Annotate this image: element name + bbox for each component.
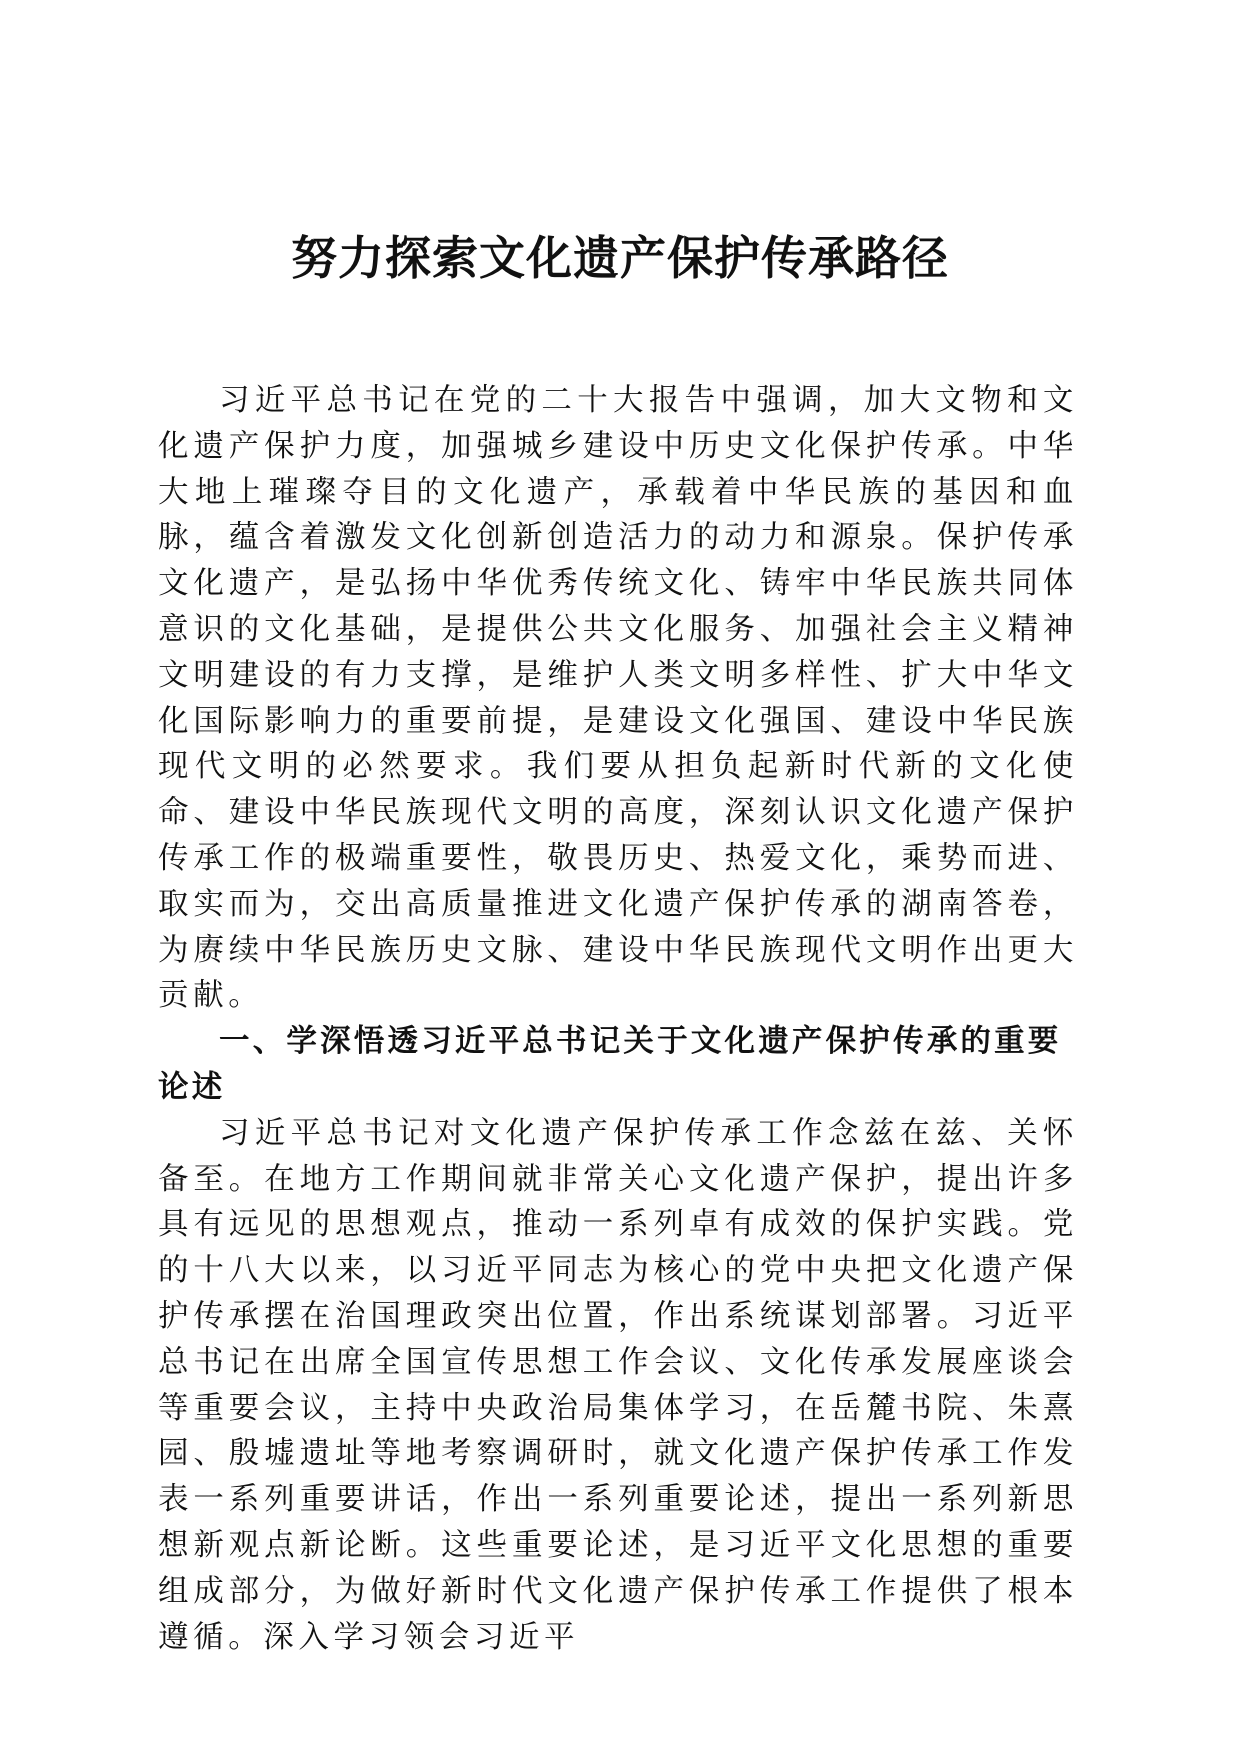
document-body: [158, 378, 1078, 1660]
intro-paragraph: 习近平总书记在党的二十大报告中强调，加大文物和文化遗产保护力度，加强城乡建设中历史文化保护传承。中华大地上璀璨夺目的文化遗产，承载着中华民族的基因和血脉，蕴含着激发文化创新创造活力的动力和源泉。保护传承文化遗产，是弘扬中华优秀传统文化、铸牢中华民族共同体意识的文化基础，是提供公共文化服务、加强社会主义精神文明建设的有力支撑，是维护人类文明多样性、扩大中华文化国际影响力的重要前提，是建设文化强国、建设中华民族现代文明的必然要求。我们要从担负起新时代新的文化使命、建设中华民族现代文明的高度，深刻认识文化遗产保护传承工作的极端重要性，敬畏历史、热爱文化，乘势而进、取实而为，交出高质量推进文化遗产保护传承的湖南答卷，为赓续中华民族历史文脉、建设中华民族现代文明作出更大贡献。: [158, 383, 1078, 1014]
section-heading-1: 一、学深悟透习近平总书记关于文化遗产保护传承的重要论述: [158, 1024, 1062, 1105]
section-1-paragraph: 习近平总书记对文化遗产保护传承工作念兹在兹、关怀备至。在地方工作期间就非常关心文化遗产保护，提出许多具有远见的思想观点，推动一系列卓有成效的保护实践。党的十八大以来，以习近平同志为核心的党中央把文化遗产保护传承摆在治国理政突出位置，作出系统谋划部署。习近平总书记在出席全国宣传思想工作会议、文化传承发展座谈会等重要会议，主持中央政治局集体学习，在岳麓书院、朱熹园、殷墟遗址等地考察调研时，就文化遗产保护传承工作发表一系列重要讲话，作出一系列重要论述，提出一系列新思想新观点新论断。这些重要论述，是习近平文化思想的重要组成部分，为做好新时代文化遗产保护传承工作提供了根本遵循。深入学习领会习近平: [158, 1115, 1078, 1655]
document-title: 努力探索文化遗产保护传承路径: [291, 231, 949, 285]
